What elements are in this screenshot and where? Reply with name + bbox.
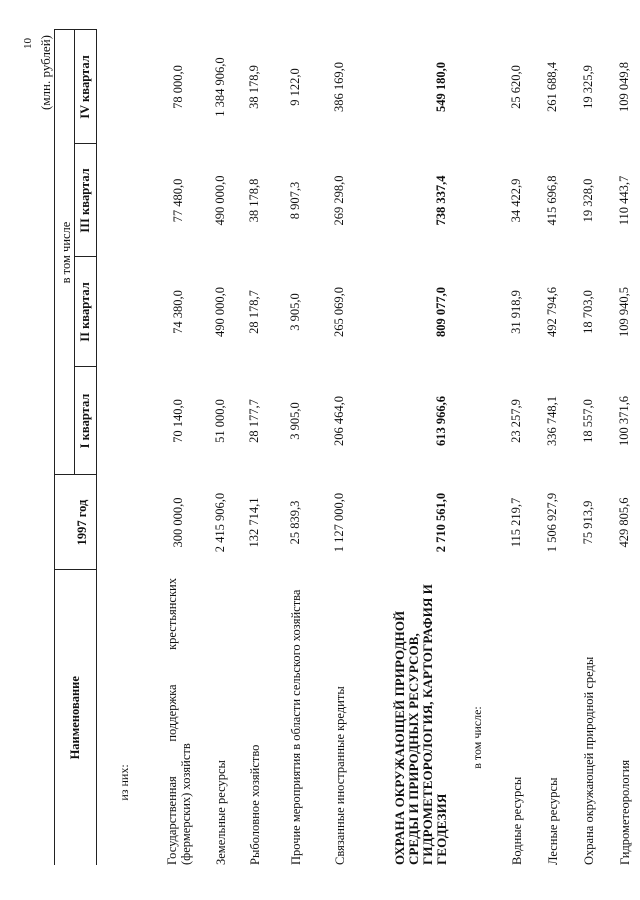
cell-q1: 100 371,6 — [617, 396, 631, 446]
cell-year: 2 415 906,0 — [213, 492, 227, 553]
cell-q3: 34 422,9 — [509, 178, 523, 223]
cell-q3: 269 298,0 — [332, 175, 346, 226]
header-q1: I квартал — [75, 367, 97, 475]
table-row — [457, 30, 499, 865]
header-q3: III квартал — [75, 144, 97, 257]
cell-q4: 78 000,0 — [171, 65, 185, 109]
cell-q3: 738 337,4 — [433, 175, 448, 226]
header-group: в том числе — [55, 30, 75, 475]
header-year: 1997 год — [55, 475, 97, 570]
cell-q3: 38 178,8 — [247, 178, 261, 223]
table-row — [319, 30, 361, 865]
cell-year: 1 506 927,9 — [545, 492, 559, 553]
header-q4: IV квартал — [75, 30, 97, 144]
header-name: Наименование — [55, 570, 97, 865]
cell-year: 1 127 000,0 — [332, 492, 346, 553]
cell-q3: 8 907,3 — [288, 181, 302, 220]
cell-q3: 415 696,8 — [545, 175, 559, 226]
budget-table — [54, 30, 640, 866]
cell-q1: 18 557,0 — [581, 399, 595, 443]
cell-q1: 23 257,9 — [509, 399, 523, 443]
cell-year: 132 714,1 — [247, 497, 261, 548]
cell-q4: 549 180,0 — [433, 62, 448, 112]
row-name: Гидрометеорология — [617, 759, 632, 865]
table-row — [273, 30, 319, 865]
cell-q3: 110 443,7 — [617, 175, 631, 226]
cell-q4: 1 384 906,0 — [213, 57, 227, 117]
cell-q1: 3 905,0 — [288, 402, 302, 440]
cell-q2: 109 940,5 — [617, 287, 631, 337]
cell-q2: 809 077,0 — [433, 287, 448, 337]
cell-q4: 109 049,8 — [617, 62, 631, 112]
cell-year: 429 805,6 — [617, 497, 631, 548]
table-row — [237, 30, 273, 865]
cell-q1: 28 177,7 — [247, 399, 261, 443]
cell-q3: 490 000,0 — [213, 175, 227, 226]
row-name-line: ОХРАНА ОКРУЖАЮЩЕЙ ПРИРОДНОЙ — [391, 610, 407, 865]
cell-q1: 336 748,1 — [545, 396, 559, 446]
cell-q2: 490 000,0 — [213, 287, 227, 337]
cell-q1: 51 000,0 — [213, 399, 227, 443]
row-name: Рыболовное хозяйство — [247, 744, 262, 865]
row-caption: в том числе: — [470, 706, 484, 769]
row-name — [153, 570, 205, 865]
cell-q3: 19 328,0 — [581, 178, 595, 223]
page-number: 10 — [22, 38, 34, 49]
cell-q4: 25 620,0 — [509, 65, 523, 109]
cell-q2: 31 918,9 — [509, 290, 523, 334]
cell-year: 300 000,0 — [171, 497, 185, 548]
cell-year: 2 710 561,0 — [433, 492, 448, 553]
row-name: Земельные ресурсы — [213, 760, 228, 865]
cell-q2: 265 069,0 — [332, 287, 346, 337]
table-row — [205, 30, 237, 865]
row-name — [361, 570, 457, 865]
row-name: Охрана окружающей природной среды — [581, 656, 596, 865]
cell-q1: 70 140,0 — [171, 399, 185, 443]
table-row — [97, 30, 153, 865]
table-row — [607, 30, 640, 865]
cell-q4: 38 178,9 — [247, 65, 261, 109]
table-row — [153, 30, 205, 865]
row-name-line: Государственная поддержка крестьянских — [164, 578, 179, 865]
table-row — [571, 30, 607, 865]
row-caption: из них: — [117, 764, 132, 801]
cell-q2: 18 703,0 — [581, 290, 595, 334]
row-name: Водные ресурсы — [509, 776, 524, 865]
cell-q2: 3 905,0 — [288, 293, 302, 331]
row-name-line: (фермерских) хозяйств — [178, 743, 193, 865]
cell-year: 75 913,9 — [581, 500, 595, 545]
row-name: Связанные иностранные кредиты — [332, 686, 347, 865]
table-row — [499, 30, 535, 865]
header-q2: II квартал — [75, 257, 97, 367]
cell-year: 115 219,7 — [509, 497, 523, 548]
units-caption: (млн. рублей) — [38, 35, 53, 110]
cell-q4: 19 325,9 — [581, 65, 595, 109]
cell-q2: 74 380,0 — [171, 290, 185, 334]
cell-q4: 386 169,0 — [332, 62, 346, 112]
cell-q1: 613 966,6 — [433, 396, 448, 446]
row-name: Лесные ресурсы — [545, 777, 560, 865]
cell-q4: 261 688,4 — [545, 62, 559, 112]
cell-q3: 77 480,0 — [171, 178, 185, 223]
cell-year: 25 839,3 — [288, 500, 302, 545]
table-row-total — [361, 30, 457, 865]
row-name-line: ГИДРОМЕТЕОРОЛОГИЯ, КАРТОГРАФИЯ И — [419, 584, 435, 865]
cell-q4: 9 122,0 — [288, 68, 302, 106]
row-name: Прочие мероприятия в области сельского хозяйства — [288, 589, 303, 865]
cell-q2: 28 178,7 — [247, 290, 261, 334]
table-row — [535, 30, 571, 865]
row-name-line: СРЕДЫ И ПРИРОДНЫХ РЕСУРСОВ, — [405, 633, 421, 865]
cell-q1: 206 464,0 — [332, 396, 346, 446]
cell-q2: 492 794,6 — [545, 287, 559, 337]
row-name-line: ГЕОДЕЗИЯ — [433, 793, 449, 865]
